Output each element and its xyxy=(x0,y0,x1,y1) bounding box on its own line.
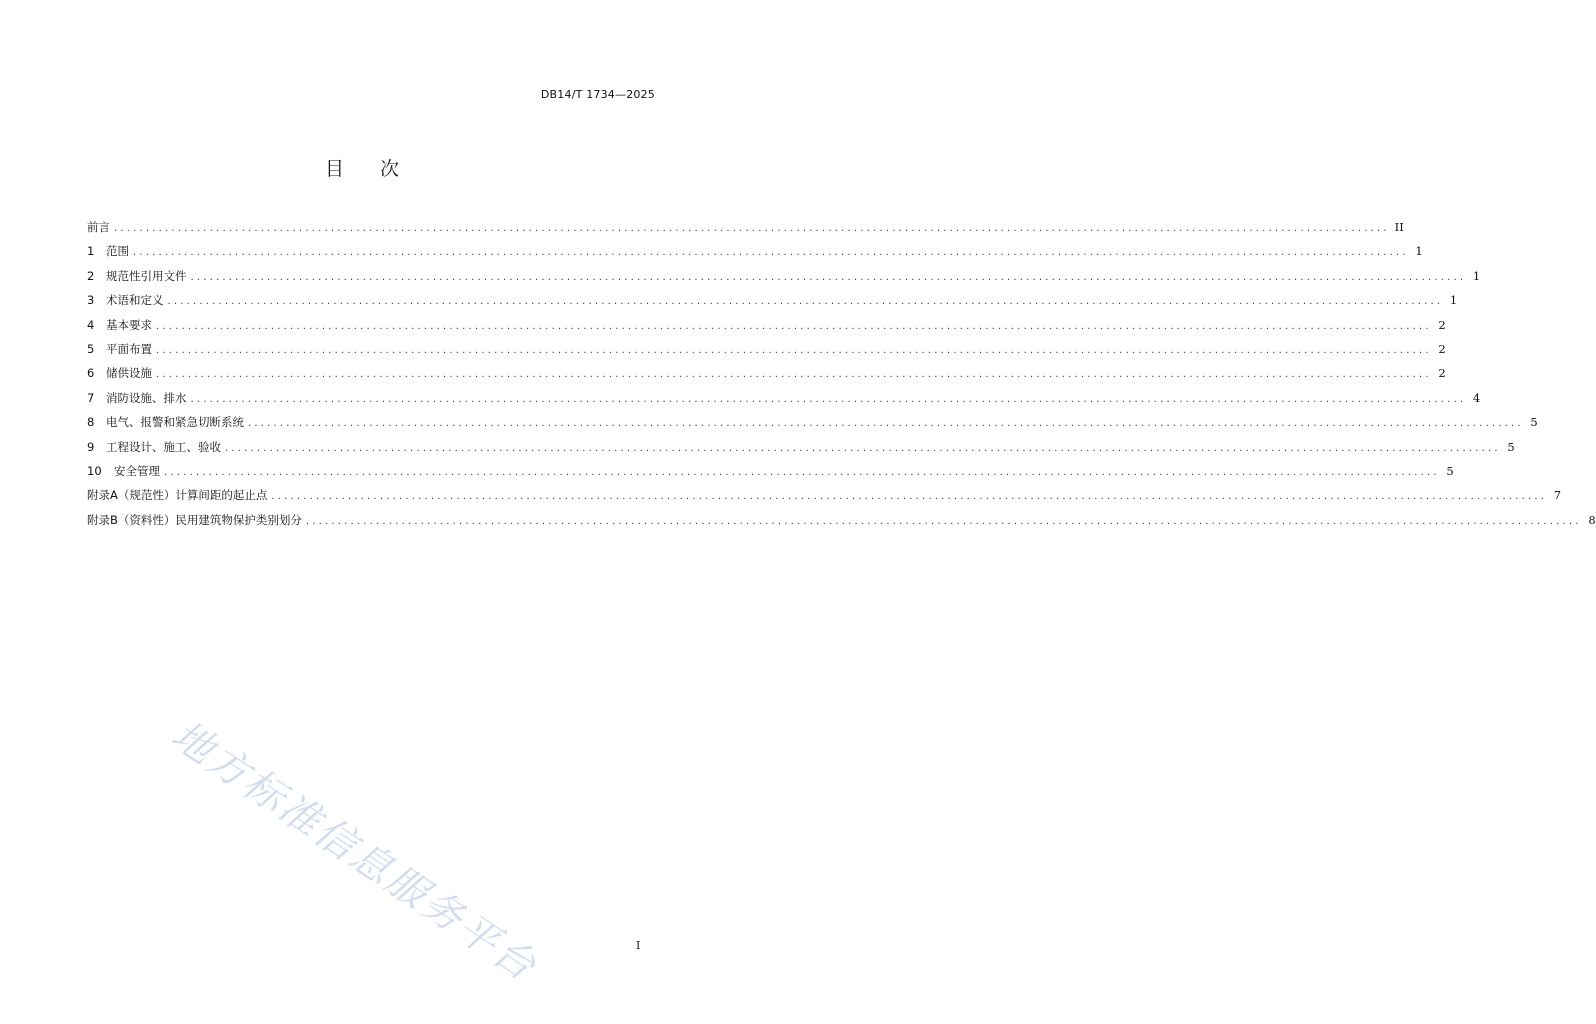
toc-entry[interactable] xyxy=(87,512,1596,536)
toc-entry[interactable] xyxy=(87,414,1538,438)
toc-entry-label: 附录A（规范性）计算间距的起止点 xyxy=(87,488,268,503)
toc-entry-page: 5 xyxy=(1507,439,1515,454)
toc-entry-number: 5 xyxy=(87,341,95,356)
page-title xyxy=(0,154,724,181)
document-code: DB14/T 1734—2025 xyxy=(540,88,655,101)
toc-entry[interactable] xyxy=(87,243,1423,267)
toc-entry-page: 1 xyxy=(1472,268,1481,283)
toc-entry[interactable] xyxy=(87,487,1562,511)
toc-entry-page: 4 xyxy=(1472,390,1481,405)
toc-entry[interactable] xyxy=(87,341,1446,365)
toc-dot-leader: ........................................................................................................................................................................................................ xyxy=(305,515,1582,527)
toc-dot-leader: ........................................................................................................................................................................................................ xyxy=(156,344,1432,356)
toc-entry-label: 储供设施 xyxy=(106,366,152,381)
toc-entry[interactable] xyxy=(87,317,1446,341)
toc-dot-leader: ........................................................................................................................................................................................................ xyxy=(167,296,1444,308)
toc-dot-leader: ........................................................................................................................................................................................................ xyxy=(164,466,1440,478)
toc-entry[interactable] xyxy=(87,463,1454,487)
toc-entry[interactable] xyxy=(87,439,1515,463)
toc-entry-label: 附录B（资料性）民用建筑物保护类别划分 xyxy=(87,512,302,527)
page-number: I xyxy=(636,939,641,952)
toc-entry-label: 范围 xyxy=(106,244,129,259)
toc-entry-label: 电气、报警和紧急切断系统 xyxy=(106,415,244,430)
toc-entry-label: 规范性引用文件 xyxy=(106,268,187,283)
toc-dot-leader: ........................................................................................................................................................................................................ xyxy=(133,247,1409,259)
toc-entry-label: 安全管理 xyxy=(114,463,160,478)
toc-dot-leader: ........................................................................................................................................................................................................ xyxy=(225,442,1501,454)
toc-entry-number: 9 xyxy=(87,439,95,454)
toc-entry-page: II xyxy=(1394,220,1404,234)
toc-entry-number: 2 xyxy=(87,268,95,283)
toc-entry[interactable] xyxy=(87,390,1481,414)
toc-entry-label: 工程设计、施工、验收 xyxy=(106,439,221,454)
title-char-1: 目 xyxy=(324,158,344,180)
toc-dot-leader: ........................................................................................................................................................................................................ xyxy=(271,491,1548,503)
toc-entry-number: 7 xyxy=(87,390,95,405)
toc-entry-page: 8 xyxy=(1588,512,1596,527)
toc-dot-leader: ........................................................................................................................................................................................................ xyxy=(190,271,1467,283)
table-of-contents xyxy=(87,219,1596,536)
toc-entry-page: 2 xyxy=(1438,341,1446,356)
toc-entry[interactable] xyxy=(87,365,1446,389)
toc-entry-number: 1 xyxy=(87,244,95,259)
watermark: 地方标准信息服务平台 xyxy=(163,712,546,991)
toc-entry-page: 2 xyxy=(1438,366,1446,381)
toc-dot-leader: ........................................................................................................................................................................................................ xyxy=(156,369,1432,381)
toc-entry-page: 7 xyxy=(1553,488,1562,503)
toc-entry-label: 前言 xyxy=(87,220,110,234)
toc-dot-leader: ........................................................................................................................................................................................................ xyxy=(190,393,1467,405)
toc-entry[interactable] xyxy=(87,268,1481,292)
toc-entry-page: 5 xyxy=(1446,463,1454,478)
toc-entry-page: 5 xyxy=(1530,415,1538,430)
toc-entry-label: 平面布置 xyxy=(106,341,152,356)
toc-entry-label: 基本要求 xyxy=(106,317,152,332)
toc-entry-page: 1 xyxy=(1415,244,1423,259)
title-char-2: 次 xyxy=(380,158,400,180)
toc-entry[interactable] xyxy=(87,219,1404,243)
toc-entry-page: 2 xyxy=(1438,317,1446,332)
toc-entry-label: 消防设施、排水 xyxy=(106,390,187,405)
toc-entry-number: 3 xyxy=(87,293,95,308)
toc-dot-leader: ........................................................................................................................................................................................................ xyxy=(248,418,1524,430)
toc-entry-page: 1 xyxy=(1449,293,1458,308)
toc-entry-label: 术语和定义 xyxy=(106,293,164,308)
toc-entry-number: 6 xyxy=(87,366,95,381)
toc-dot-leader: ........................................................................................................................................................................................................ xyxy=(156,320,1432,332)
toc-entry-number: 8 xyxy=(87,415,95,430)
toc-entry[interactable] xyxy=(87,292,1458,316)
toc-dot-leader: ........................................................................................................................................................................................................ xyxy=(114,223,1390,234)
toc-entry-number: 10 xyxy=(87,463,102,478)
toc-entry-number: 4 xyxy=(87,317,95,332)
